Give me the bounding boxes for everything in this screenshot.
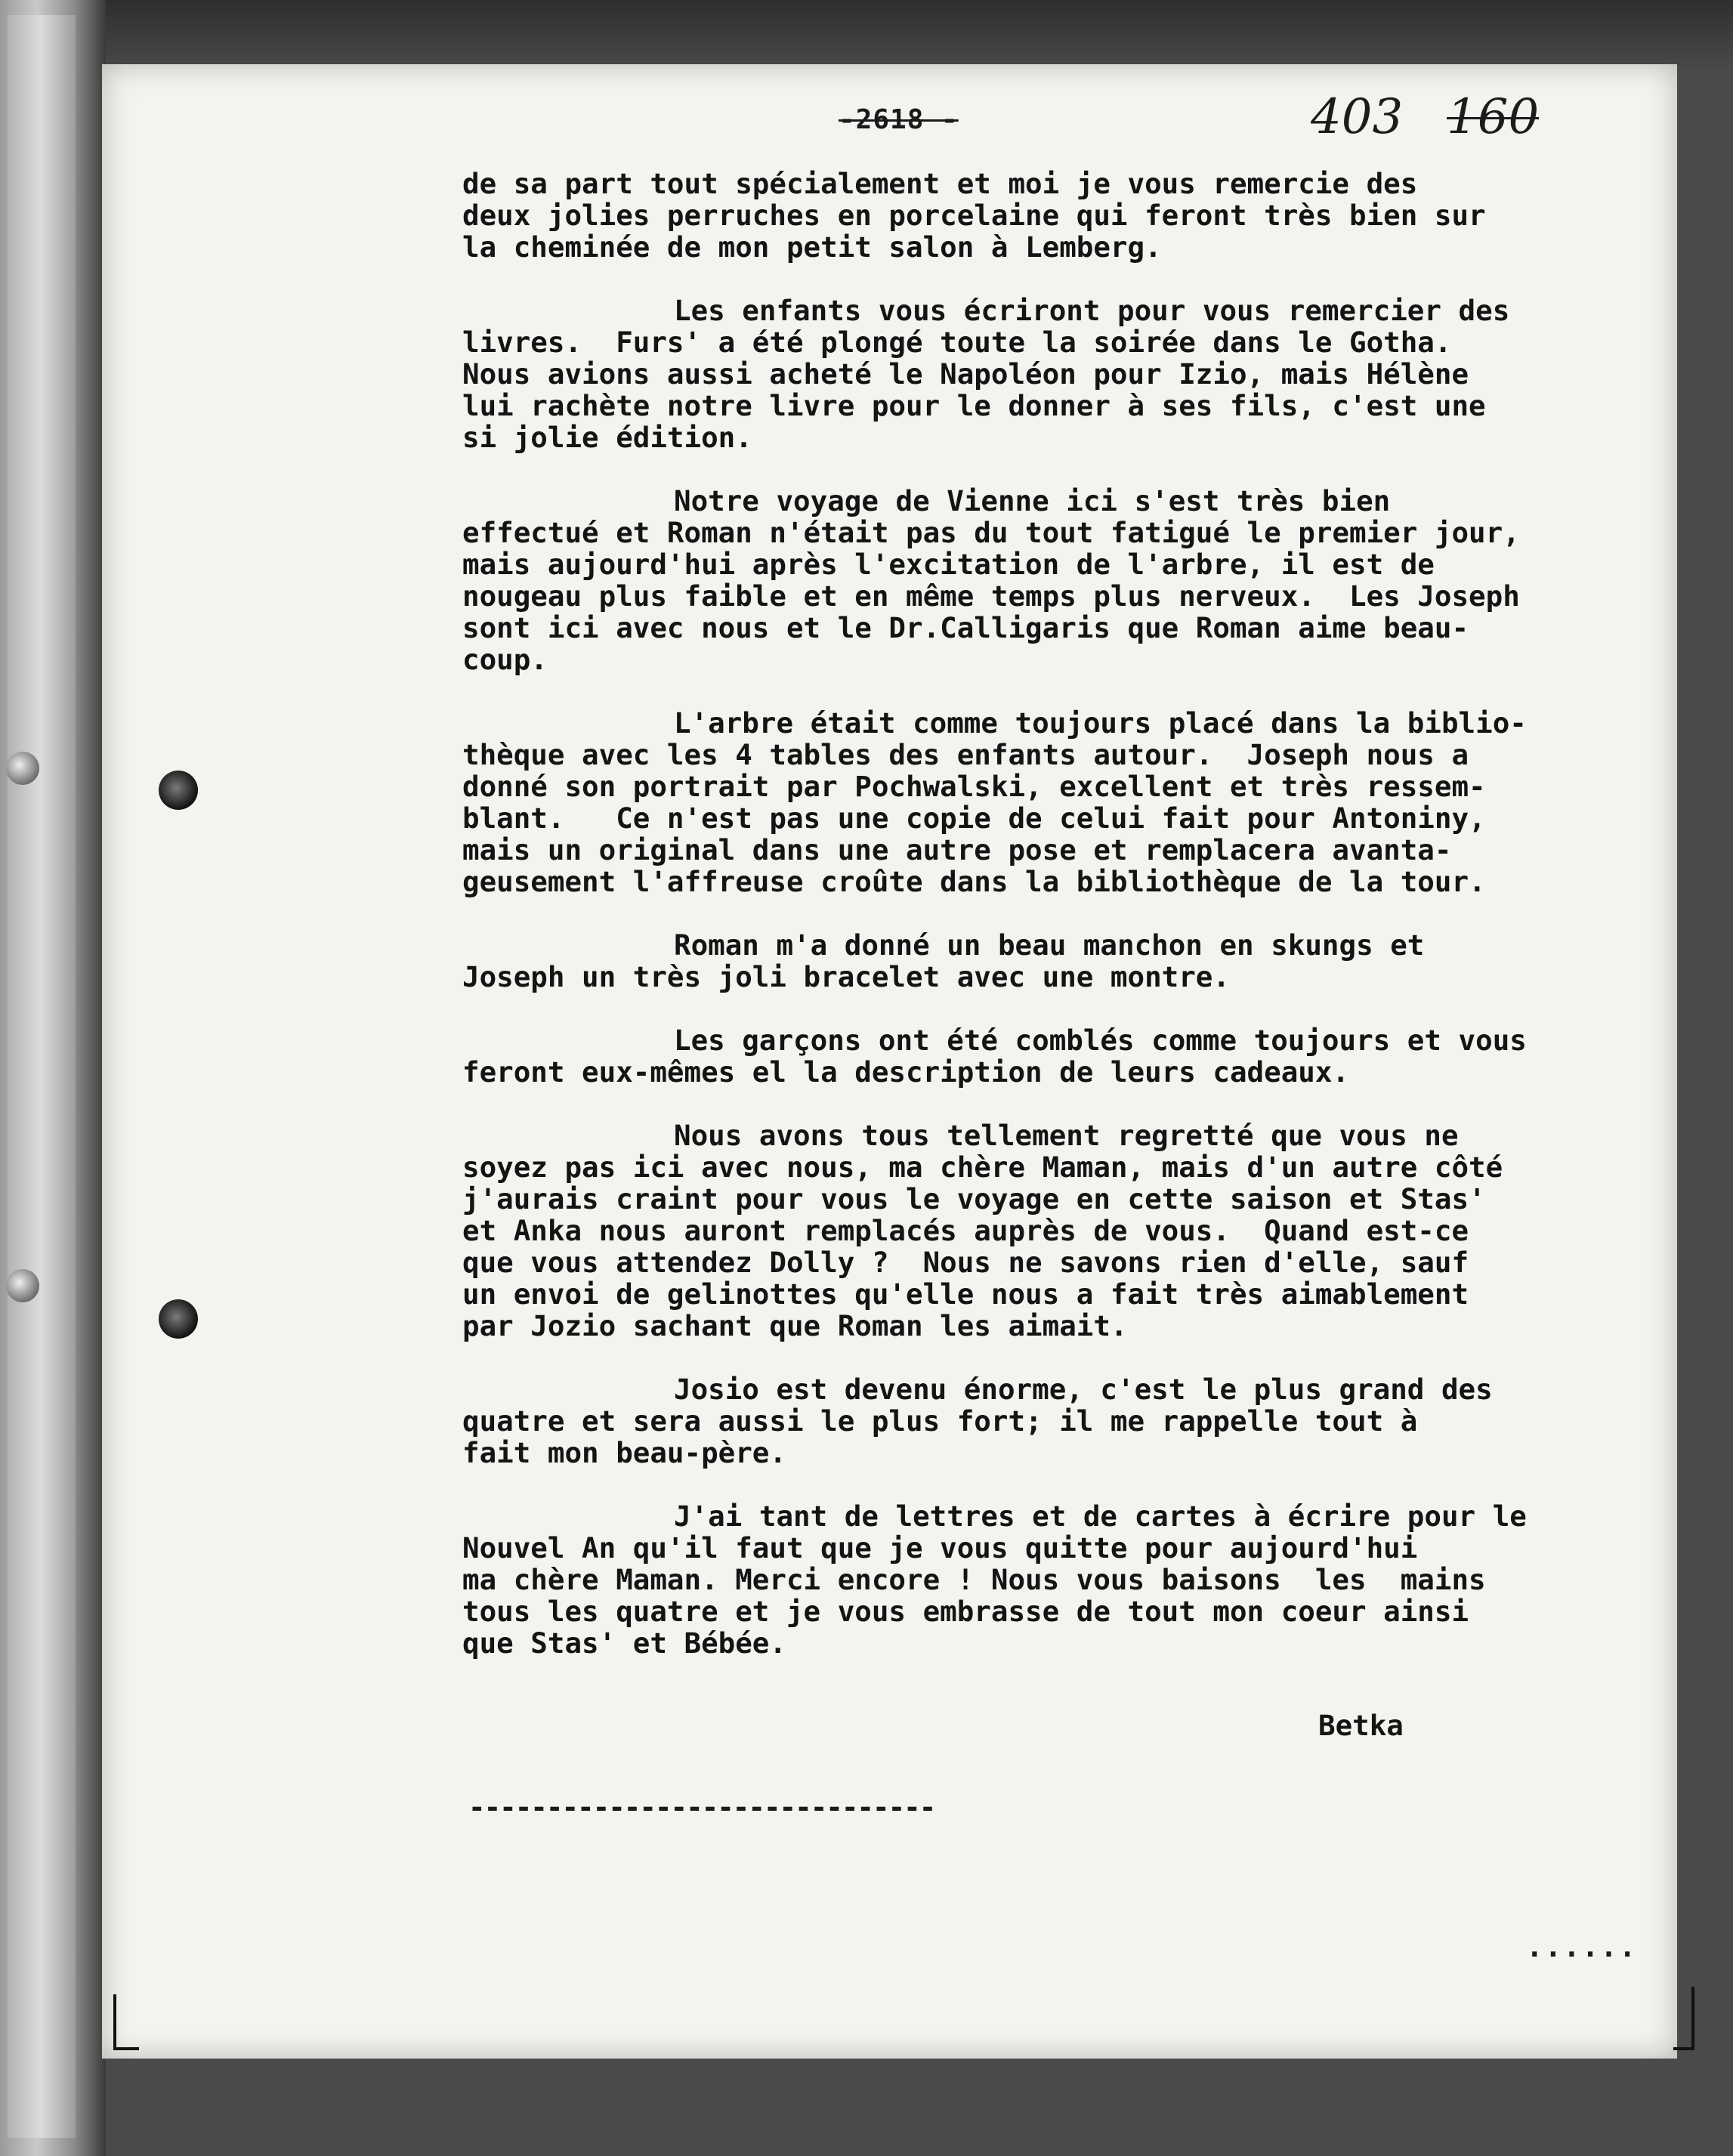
letter-line: J'ai tant de lettres et de cartes à écrire pour le — [674, 1500, 1527, 1533]
letter-line: ma chère Maman. Merci encore ! Nous vous baisons les mains — [462, 1563, 1486, 1596]
letter-line: effectué et Roman n'était pas du tout fatigué le premier jour, — [462, 516, 1520, 549]
letter-paragraph — [462, 929, 1671, 993]
letter-line: Nous avions aussi acheté le Napoléon pour Izio, mais Hélène — [462, 357, 1469, 391]
letter-line: que vous attendez Dolly ? Nous ne savons rien d'elle, sauf — [462, 1246, 1469, 1279]
letter-paragraph — [462, 485, 1671, 675]
punch-hole-top — [159, 771, 198, 810]
letter-line: Nouvel An qu'il faut que je vous quitte pour aujourd'hui — [462, 1531, 1418, 1564]
letter-line: Les enfants vous écriront pour vous remercier des — [674, 294, 1510, 327]
letter-line: mais un original dans une autre pose et remplacera avanta- — [462, 833, 1452, 866]
crop-mark-bottom-right — [1673, 1987, 1694, 2050]
letter-line: fait mon beau-père. — [462, 1436, 786, 1469]
crop-mark-bottom-left — [113, 1994, 139, 2050]
letter-line: soyez pas ici avec nous, ma chère Maman, mais d'un autre côté — [462, 1151, 1503, 1184]
letter-line: Joseph un très joli bracelet avec une montre. — [462, 960, 1230, 993]
letter-line: sont ici avec nous et le Dr.Calligaris que Roman aime beau- — [462, 611, 1469, 644]
continuation-dots: ...... — [1526, 1930, 1638, 1963]
handwritten-number-160: 160 — [1447, 89, 1540, 145]
letter-line: que Stas' et Bébée. — [462, 1626, 786, 1660]
punch-hole-bottom — [159, 1299, 198, 1339]
letter-line: coup. — [462, 643, 548, 676]
binder-edge — [0, 0, 106, 2156]
handwritten-number-403: 403 — [1311, 89, 1404, 145]
letter-paragraph — [462, 707, 1671, 897]
letter-line: de sa part tout spécialement et moi je vous remercie des — [462, 167, 1418, 200]
letter-line: quatre et sera aussi le plus fort; il me rappelle tout à — [462, 1404, 1418, 1438]
letter-line: Nous avons tous tellement regretté que vous ne — [674, 1119, 1459, 1152]
letter-line: livres. Furs' a été plongé toute la soirée dans le Gotha. — [462, 326, 1452, 359]
letter-line: L'arbre était comme toujours placé dans la biblio- — [674, 706, 1527, 740]
letter-paragraph — [462, 1500, 1671, 1659]
binder-ring-bottom — [6, 1269, 39, 1302]
page-number — [839, 104, 959, 135]
letter-line: Les garçons ont été comblés comme toujours et vous — [674, 1024, 1527, 1057]
letter-line: nougeau plus faible et en même temps plus nerveux. Les Joseph — [462, 579, 1520, 613]
letter-line: deux jolies perruches en porcelaine qui feront très bien sur — [462, 199, 1486, 232]
letter-body — [462, 168, 1671, 1691]
letter-line: par Jozio sachant que Roman les aimait. — [462, 1309, 1128, 1342]
separator-rule: ------------------------------ — [468, 1790, 935, 1824]
letter-line: Josio est devenu énorme, c'est le plus grand des — [674, 1373, 1493, 1406]
letter-line: Notre voyage de Vienne ici s'est très bien — [674, 484, 1391, 517]
letter-line: mais aujourd'hui après l'excitation de l'arbre, il est de — [462, 548, 1435, 581]
letter-line: j'aurais craint pour vous le voyage en cette saison et Stas' — [462, 1182, 1486, 1215]
signature: Betka — [1318, 1709, 1404, 1742]
letter-paragraph — [462, 295, 1671, 453]
letter-line: blant. Ce n'est pas une copie de celui fait pour Antoniny, — [462, 802, 1486, 835]
letter-line: la cheminée de mon petit salon à Lemberg. — [462, 230, 1162, 264]
letter-line: lui rachète notre livre pour le donner à ses fils, c'est une — [462, 389, 1486, 422]
letter-paragraph — [462, 1120, 1671, 1342]
letter-line: un envoi de gelinottes qu'elle nous a fait très aimablement — [462, 1277, 1469, 1311]
letter-line: geusement l'affreuse croûte dans la bibliothèque de la tour. — [462, 865, 1486, 898]
letter-paragraph — [462, 1024, 1671, 1088]
page-number-text: -2618 - — [839, 104, 959, 135]
letter-line: si jolie édition. — [462, 421, 752, 454]
letter-line: et Anka nous auront remplacés auprès de vous. Quand est-ce — [462, 1214, 1469, 1247]
letter-line: donné son portrait par Pochwalski, excellent et très ressem- — [462, 770, 1486, 803]
binder-strip — [8, 15, 76, 2138]
letter-line: thèque avec les 4 tables des enfants autour. Joseph nous a — [462, 738, 1469, 771]
letter-line: Roman m'a donné un beau manchon en skungs et — [674, 928, 1425, 962]
letter-paragraph — [462, 168, 1671, 263]
letter-paragraph — [462, 1373, 1671, 1469]
letter-line: feront eux-mêmes el la description de leurs cadeaux. — [462, 1055, 1349, 1089]
letter-line: tous les quatre et je vous embrasse de tout mon coeur ainsi — [462, 1595, 1469, 1628]
scan-top-shadow — [0, 0, 1733, 72]
binder-ring-top — [6, 752, 39, 785]
